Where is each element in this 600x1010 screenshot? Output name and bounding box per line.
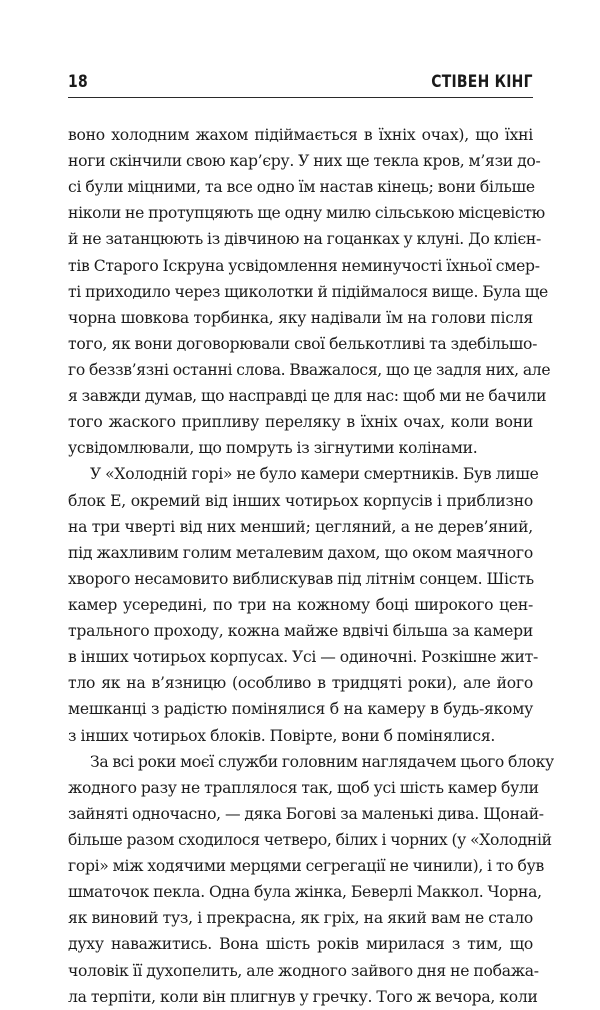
text-line: ла терпіти, коли він плигнув у гречку. Того ж вечора, коли [68, 987, 538, 1006]
text-line: блок Е, окремий від інших чотирьох корпусів і приблизно [68, 491, 533, 510]
text-line: ноги скінчили свою кар’єру. У них ще текла кров, м’язи до- [68, 152, 541, 171]
text-line: й не затанцюють із дівчиною на гоцанках у клуні. До клієн- [68, 230, 541, 249]
text-line: тло як на в’язницю (особливо в тридцяті роки), але його [68, 674, 533, 693]
text-line: жодного разу не траплялося так, щоб усі шість камер були [68, 778, 539, 797]
text-line: під жахливим голим металевим дахом, що оком маячного [68, 543, 533, 562]
text-line: трального проходу, кожна майже вдвічі більша за камери [68, 622, 533, 641]
text-line: воно холодним жахом підіймається в їхніх очах), що їхні [68, 126, 533, 144]
text-line: на три чверті від них менший; цегляний, а не дерев’яний, [68, 517, 533, 536]
paragraph [68, 122, 551, 461]
text-line: горі» між ходячими мерцями сегрегації не чинили), і то був [68, 857, 544, 876]
paragraph [68, 749, 554, 1010]
text-line: За всі роки моєї служби головним наглядачем цього блоку [90, 752, 554, 771]
text-line: чорна шовкова торбинка, яку надівали їм на голови після [68, 308, 533, 327]
text-line: хворого несамовито виблискував під літнім сонцем. Шість [68, 569, 534, 588]
running-title-author: СТІВЕН КІНГ [431, 72, 533, 92]
text-line: я завжди думав, що насправді це для нас: щоб ми не бачили [68, 387, 547, 406]
text-line: ті приходило через щиколотки й підіймалося вище. Була ще [68, 282, 548, 301]
text-line: в інших чотирьох корпусах. Усі — одиночні. Розкішне жит- [68, 648, 538, 667]
text-line: як виновий туз, і прекрасна, як гріх, на який вам не стало [68, 909, 533, 928]
text-line: го беззв’язні останні слова. Вважалося, що це задля них, але [68, 360, 551, 379]
text-line: ніколи не протупцяють ще одну милю сільською місцевістю [68, 204, 545, 223]
text-line: сі були міцними, та все одно їм настав кінець; вони більше [68, 178, 535, 197]
header-rule [68, 97, 533, 98]
text-line: того жаского припливу переляку в їхніх очах, коли вони [68, 413, 533, 432]
text-line: більше разом сходилося четверо, білих і чорних (у «Холодній [68, 830, 552, 849]
text-line: У «Холодній горі» не було камери смертників. Був лише [90, 465, 539, 484]
text-line: камер усередині, по три на кожному боці широкого цен- [68, 595, 533, 614]
text-line: усвідомлювали, що помруть із зігнутими колінами. [68, 439, 478, 458]
text-line: мешканці з радістю помінялися б на камеру в будь-якому [68, 700, 533, 719]
text-line: з інших чотирьох блоків. Повірте, вони б помінялися. [68, 726, 496, 745]
running-header [68, 68, 533, 98]
text-line: чоловік її духопелить, але жодного зайвого дня не побажа- [68, 961, 539, 980]
text-line: духу наважитись. Вона шість років мирилася з тим, що [68, 935, 533, 954]
text-line: шматочок пекла. Одна була жінка, Беверлі Маккол. Чорна, [68, 883, 542, 902]
page-number: 18 [68, 72, 88, 92]
body-text [68, 122, 554, 1010]
text-line: того, як вони договорювали свої белькотливі та здебільшо- [68, 334, 538, 353]
text-line: тів Старого Іскруна усвідомлення неминучості їхньої смер- [68, 256, 540, 275]
paragraph [68, 461, 539, 748]
text-line: зайняті одночасно, — дяка Богові за маленькі дива. Щонай- [68, 804, 544, 823]
